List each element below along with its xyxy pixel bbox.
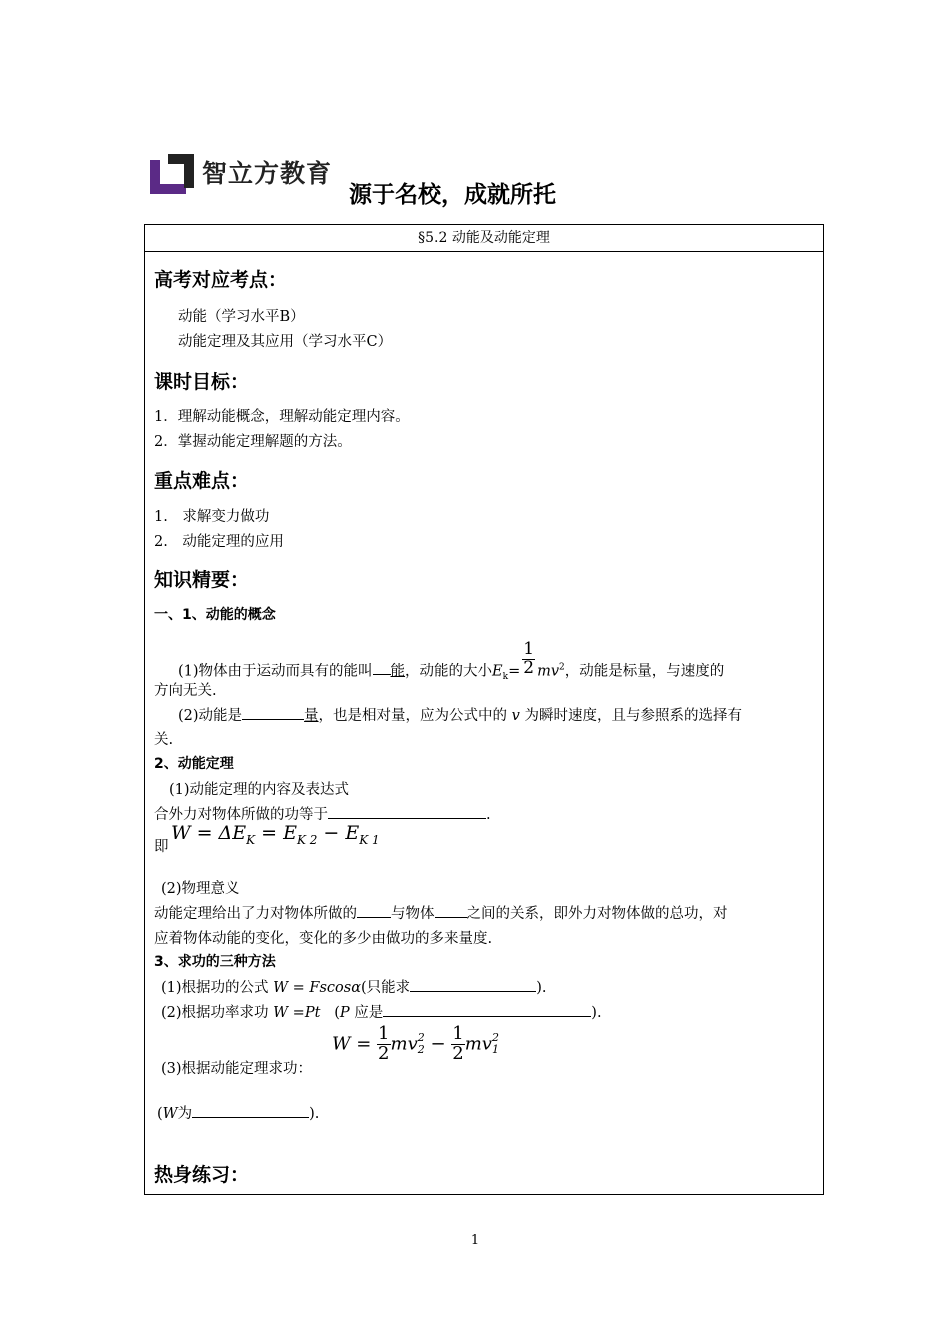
- section2-line3: (2)物理意义: [161, 881, 240, 897]
- section1-paragraph2-cont: 关.: [154, 732, 174, 748]
- page-number: 1: [470, 1233, 480, 1248]
- method2: (2)根据功率求功 W =Pt (P 应是 ).: [161, 1001, 602, 1022]
- method-w-blank: (W为 ).: [157, 1102, 319, 1123]
- knowledge-heading: 知识精要：: [154, 569, 250, 591]
- section2-ji: 即: [154, 839, 169, 855]
- method1: (1)根据功的公式 W = Fscosα(只能求 ).: [161, 976, 546, 997]
- section3-heading: 3、求功的三种方法: [154, 954, 276, 970]
- goal-item: 1．理解动能概念，理解动能定理内容。: [154, 409, 410, 425]
- logo-text: 智立方教育: [202, 159, 333, 188]
- section1-paragraph1: (1)物体由于运动而具有的能叫 能，动能的大小$E_k=$ $\frac{1}{2}$ $mv^2$，动能是标量，与速度的: [178, 639, 725, 683]
- work-energy-formula: $W = \Delta E_K = E_{K 2} - E_{K 1}$: [171, 822, 380, 847]
- method3: (3)根据动能定理求功：: [161, 1061, 313, 1077]
- lesson-frame: [144, 224, 824, 1195]
- goal-item: 2．掌握动能定理解题的方法。: [154, 434, 352, 450]
- goals-heading: 课时目标：: [154, 371, 250, 393]
- exam-points-heading: 高考对应考点：: [154, 269, 288, 291]
- section2-line5: 应着物体动能的变化，变化的多少由做功的多来量度.: [154, 931, 493, 947]
- key-point-item: 2. 动能定理的应用: [154, 534, 284, 550]
- work-from-energy-formula: W = $\frac{1}{2}$ mv 2 2 − $\frac{1}{2}$ mv 2 1: [332, 1023, 499, 1064]
- section2-line4: 动能定理给出了力对物体所做的 与物体 之间的关系，即外力对物体做的总功，对: [154, 902, 728, 923]
- slogan: 源于名校，成就所托: [349, 182, 556, 208]
- section1-paragraph2: (2)动能是 量，也是相对量，应为公式中的 v 为瞬时速度，且与参照系的选择有: [178, 704, 742, 725]
- section1-paragraph1-cont: 方向无关.: [154, 683, 217, 699]
- exam-point-item: 动能（学习水平B）: [178, 309, 305, 325]
- warmup-heading: 热身练习：: [154, 1164, 250, 1186]
- section1-heading: 一、1、动能的概念: [154, 607, 276, 623]
- key-points-heading: 重点难点：: [154, 470, 250, 492]
- key-point-item: 1. 求解变力做功: [154, 509, 270, 525]
- section2-heading: 2、动能定理: [154, 756, 234, 772]
- section2-line2: 合外力对物体所做的功等于 .: [154, 803, 491, 824]
- section2-line1: (1)动能定理的内容及表达式: [169, 782, 350, 798]
- lesson-title: §5.2 动能及动能定理: [145, 225, 823, 252]
- exam-point-item: 动能定理及其应用（学习水平C）: [178, 334, 393, 350]
